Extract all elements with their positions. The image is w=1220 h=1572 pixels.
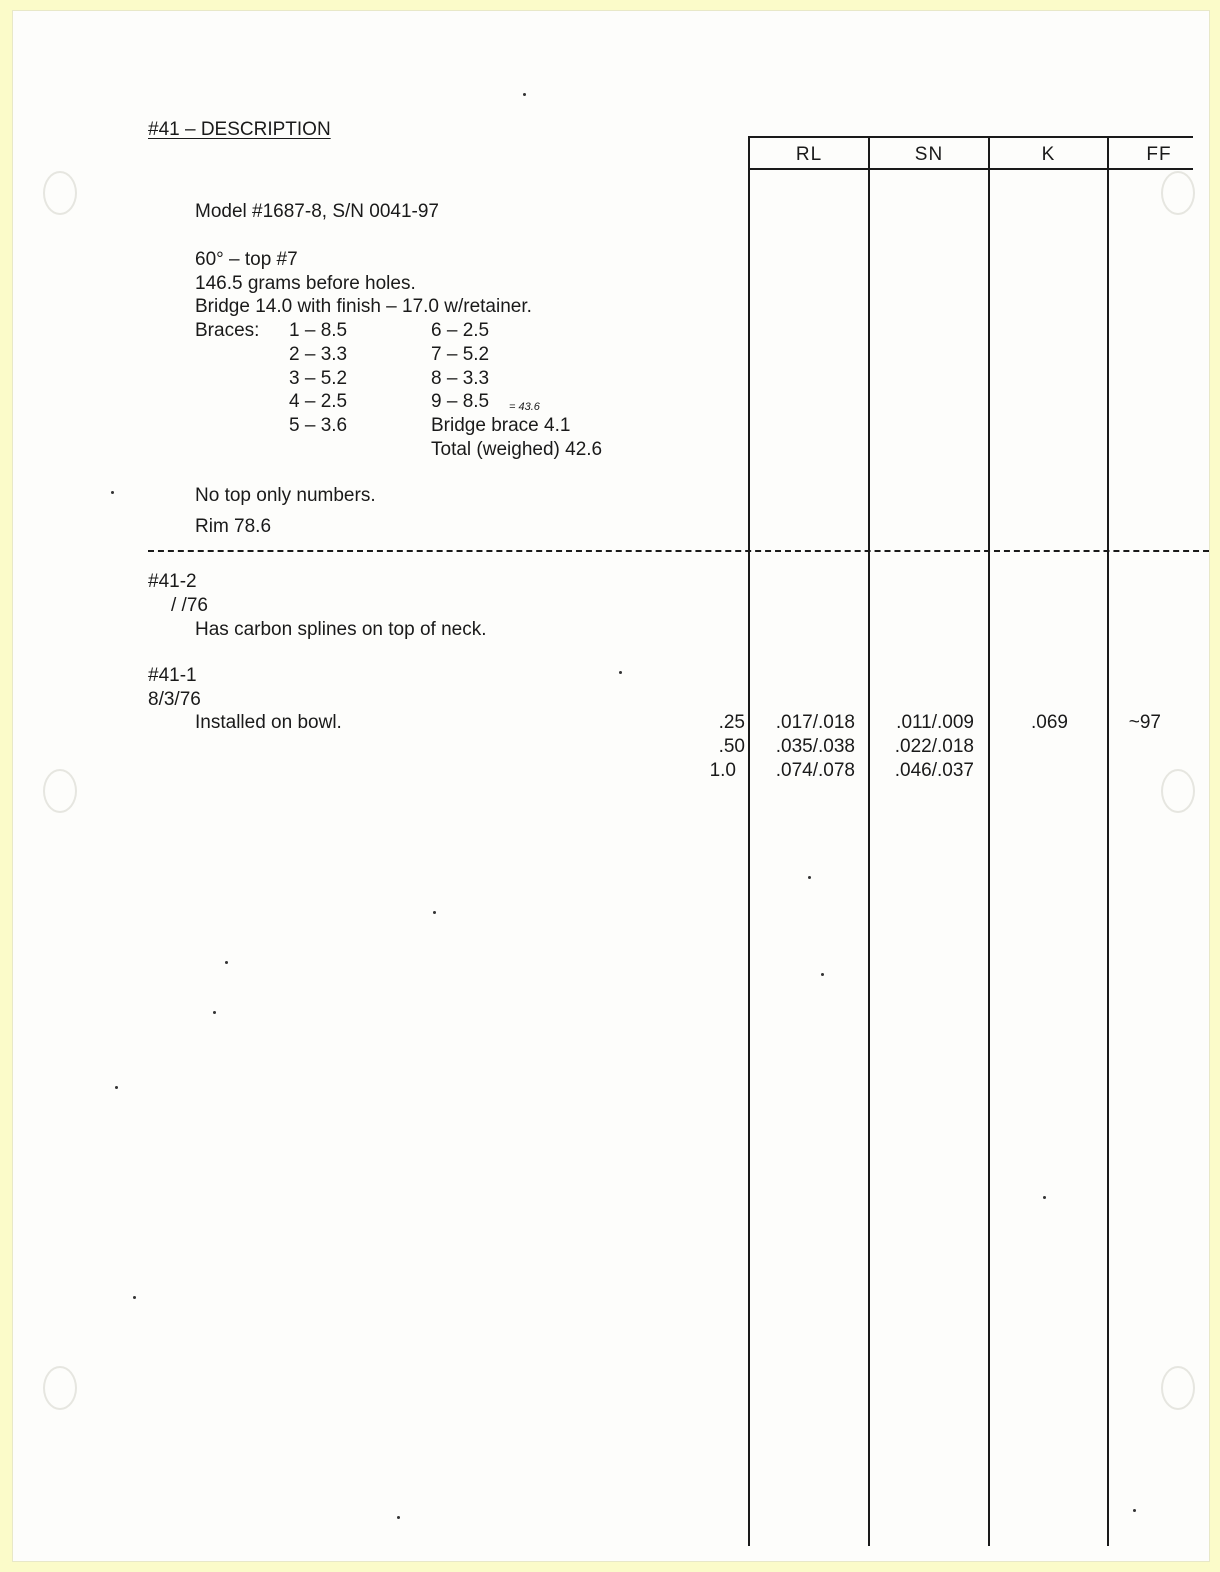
scan-speck bbox=[1043, 1196, 1046, 1199]
brace-item: 3 – 5.2 bbox=[289, 368, 348, 389]
scan-speck bbox=[808, 876, 811, 879]
sn-value: .046/.037 bbox=[894, 760, 974, 781]
column-header-k: K bbox=[1041, 144, 1056, 165]
bridge-line: Bridge 14.0 with finish – 17.0 w/retainer. bbox=[195, 296, 532, 317]
binder-hole-right-bottom bbox=[1161, 1366, 1195, 1410]
binder-hole-top bbox=[43, 171, 77, 215]
column-header-ff: FF bbox=[1146, 144, 1172, 165]
ff-value: ~97 bbox=[1128, 712, 1161, 733]
scan-speck bbox=[115, 1086, 118, 1089]
scan-speck bbox=[397, 1516, 400, 1519]
brace-item: 1 – 8.5 bbox=[289, 320, 348, 341]
brace-item: 7 – 5.2 bbox=[431, 344, 490, 365]
brace-item: 6 – 2.5 bbox=[431, 320, 490, 341]
binder-hole-middle bbox=[43, 769, 77, 813]
column-rule-4 bbox=[1107, 136, 1109, 1546]
header-bottom-rule bbox=[748, 168, 1193, 170]
brace-item: 9 – 8.5 bbox=[431, 391, 490, 412]
entry-note: Has carbon splines on top of neck. bbox=[195, 619, 487, 640]
table-top-rule bbox=[748, 136, 1193, 138]
scan-speck bbox=[523, 93, 526, 96]
model-line: Model #1687-8, S/N 0041-97 bbox=[195, 201, 439, 222]
entry-date: 8/3/76 bbox=[148, 689, 201, 710]
column-header-sn: SN bbox=[914, 144, 944, 165]
binder-hole-right-top bbox=[1161, 171, 1195, 215]
entry-id: #41-1 bbox=[148, 665, 197, 686]
scan-speck bbox=[111, 491, 114, 494]
column-rule-3 bbox=[988, 136, 990, 1546]
rim-line: Rim 78.6 bbox=[195, 516, 272, 537]
section-divider bbox=[148, 550, 1209, 552]
load-value: .25 bbox=[718, 712, 745, 733]
scan-speck bbox=[433, 911, 436, 914]
entry-id: #41-2 bbox=[148, 571, 197, 592]
rl-value: .017/.018 bbox=[775, 712, 855, 733]
column-rule-1 bbox=[748, 136, 750, 1546]
weight-line: 146.5 grams before holes. bbox=[195, 273, 416, 294]
note-line: No top only numbers. bbox=[195, 485, 376, 506]
handwritten-brace-sum: = 43.6 bbox=[509, 401, 540, 413]
total-line: Total (weighed) 42.6 bbox=[431, 439, 603, 460]
braces-label: Braces: bbox=[195, 320, 260, 341]
entry-note: Installed on bowl. bbox=[195, 712, 342, 733]
sn-value: .022/.018 bbox=[894, 736, 974, 757]
rl-value: .074/.078 bbox=[775, 760, 855, 781]
rl-value: .035/.038 bbox=[775, 736, 855, 757]
page-title: #41 – DESCRIPTION bbox=[148, 119, 331, 140]
sn-value: .011/.009 bbox=[896, 712, 974, 733]
column-rule-2 bbox=[868, 136, 870, 1546]
k-value: .069 bbox=[1031, 712, 1068, 733]
column-header-rl: RL bbox=[795, 144, 823, 165]
brace-item: 4 – 2.5 bbox=[289, 391, 348, 412]
load-value: .50 bbox=[718, 736, 745, 757]
binder-hole-bottom bbox=[43, 1366, 77, 1410]
load-value: 1.0 bbox=[709, 760, 736, 781]
scan-speck bbox=[821, 973, 824, 976]
top-line: 60° – top #7 bbox=[195, 249, 298, 270]
scan-speck bbox=[225, 961, 228, 964]
scan-speck bbox=[1133, 1509, 1136, 1512]
bridge-brace-line: Bridge brace 4.1 bbox=[431, 415, 571, 436]
scan-speck bbox=[133, 1296, 136, 1299]
entry-date: / /76 bbox=[171, 595, 208, 616]
document-page bbox=[12, 10, 1210, 1562]
binder-hole-right-middle bbox=[1161, 769, 1195, 813]
scan-speck bbox=[213, 1011, 216, 1014]
brace-item: 2 – 3.3 bbox=[289, 344, 348, 365]
brace-item: 5 – 3.6 bbox=[289, 415, 348, 436]
brace-item: 8 – 3.3 bbox=[431, 368, 490, 389]
scan-speck bbox=[619, 671, 622, 674]
